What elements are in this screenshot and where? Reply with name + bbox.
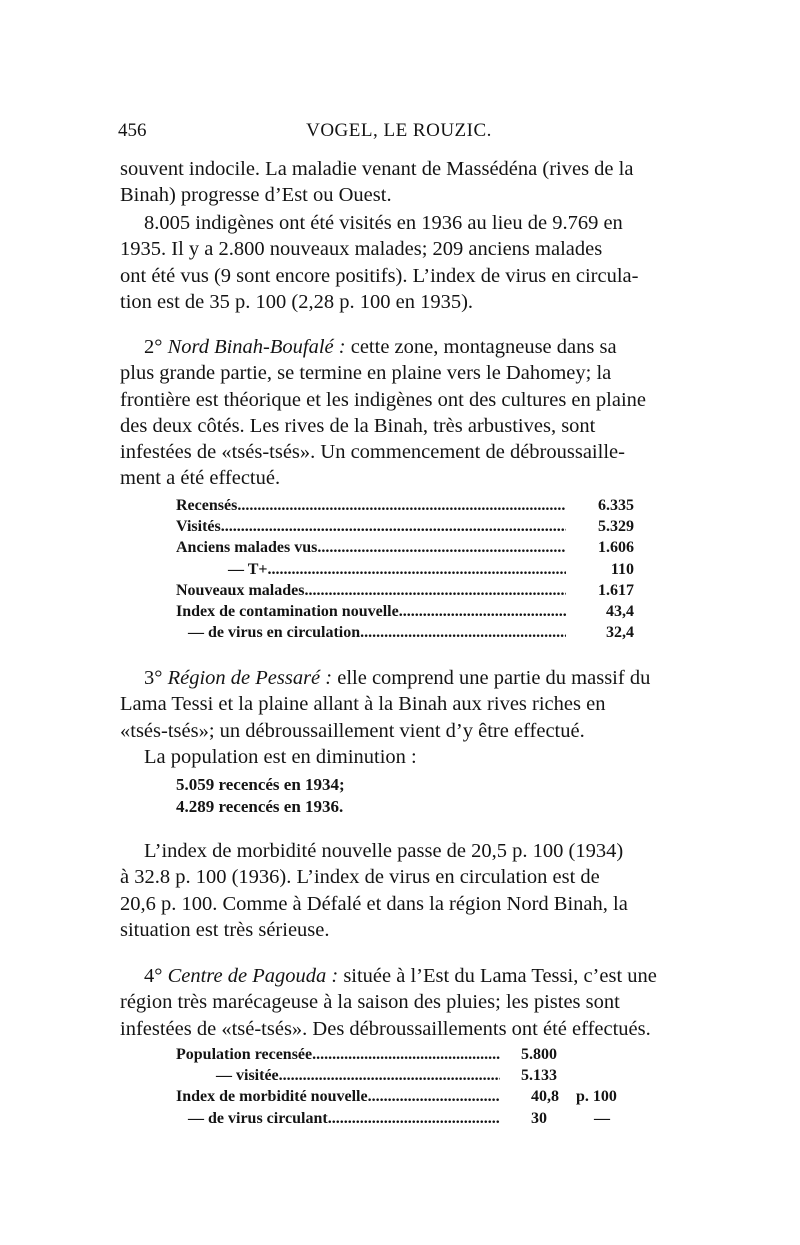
paragraph-continuation <box>120 156 680 209</box>
statistics-table-nord-binah <box>176 495 634 643</box>
section-pessare <box>120 665 680 770</box>
row-label: Visités <box>176 518 221 536</box>
table-row <box>176 1065 636 1086</box>
text-line: plus grande partie, se termine en plaine vers le Dahomey; la <box>120 362 612 385</box>
text-line: «tsés-tsés»; un débroussaillement vient d’y être effectué. <box>120 719 585 742</box>
row-label: — visitée <box>216 1067 279 1085</box>
list-item: 4.289 recencés en 1936. <box>176 797 344 816</box>
statistics-table-pagouda <box>176 1044 636 1129</box>
text-line: La population est en diminution : <box>144 745 417 768</box>
table-row <box>176 495 634 516</box>
text-line: Lama Tessi et la plaine allant à la Binah aux rives riches en <box>120 693 606 716</box>
paragraph-morbidity <box>120 838 680 943</box>
row-value: 5.133 <box>521 1067 557 1085</box>
section-pagouda <box>120 963 680 1042</box>
text-line: ont été vus (9 sont encore positifs). L’index de virus en circula- <box>120 264 639 287</box>
section-first-text: située à l’Est du Lama Tessi, c’est une <box>343 965 657 987</box>
row-label: Anciens malades vus <box>176 539 318 557</box>
row-value: 1.617 <box>598 581 634 599</box>
table-row <box>176 516 634 537</box>
row-label: — de virus circulant <box>188 1109 328 1127</box>
table-row <box>176 559 634 580</box>
row-label: Index de contamination nouvelle <box>176 602 399 620</box>
row-value: 110 <box>610 560 634 578</box>
population-list <box>176 774 345 818</box>
row-value: 43,4 <box>606 602 634 620</box>
row-label: — T+ <box>228 560 268 578</box>
text-line: 8.005 indigènes ont été visités en 1936 au lieu de 9.769 en <box>144 212 623 234</box>
page-number: 456 <box>118 120 147 141</box>
running-head-authors: VOGEL, LE ROUZIC. <box>306 120 492 141</box>
table-row <box>176 622 634 643</box>
section-first-line <box>120 963 680 989</box>
running-header <box>118 120 680 144</box>
section-number: 2° <box>144 336 163 358</box>
row-value: 32,4 <box>606 624 634 642</box>
section-number: 3° <box>144 667 163 689</box>
text-line: infestées de «tsé-tsés». Des débroussaillements ont été effectués. <box>120 1017 651 1040</box>
text-line: L’index de morbidité nouvelle passe de 20,5 p. 100 (1934) <box>144 840 624 862</box>
row-value: 5.329 <box>598 518 634 536</box>
paragraph-visits <box>120 210 680 315</box>
text-line: frontière est théorique et les indigènes ont des cultures en plaine <box>120 388 646 411</box>
section-first-line <box>120 665 680 691</box>
table-row <box>176 1044 636 1065</box>
row-value: 6.335 <box>598 497 634 514</box>
text-line: 1935. Il y a 2.800 nouveaux malades; 209 anciens malades <box>120 238 603 261</box>
section-first-text: cette zone, montagneuse dans sa <box>350 336 617 358</box>
text-line: 20,6 p. 100. Comme à Défalé et dans la région Nord Binah, la <box>120 892 628 915</box>
section-title: Centre de Pagouda : <box>167 965 339 987</box>
section-nord-binah <box>120 334 680 492</box>
row-label: Recensés <box>176 497 238 514</box>
row-label: Population recensée <box>176 1046 313 1063</box>
text-line: des deux côtés. Les rives de la Binah, très arbustives, sont <box>120 414 596 437</box>
section-first-text: elle comprend une partie du massif du <box>337 667 651 689</box>
list-item: 5.059 recencés en 1934; <box>176 775 345 794</box>
table-row <box>176 1108 636 1129</box>
section-first-line <box>120 334 680 360</box>
section-title: Région de Pessaré : <box>167 667 333 689</box>
table-row <box>176 537 634 558</box>
row-label: — de virus en circulation <box>188 624 361 642</box>
text-line: infestées de «tsés-tsés». Un commencement de débroussaille- <box>120 441 625 464</box>
row-value: 5.800 <box>521 1046 557 1063</box>
row-suffix: — <box>594 1109 610 1127</box>
section-title: Nord Binah-Boufalé : <box>167 336 346 358</box>
row-value: 40,8 <box>531 1088 559 1106</box>
text-line: situation est très sérieuse. <box>120 918 330 941</box>
text-line: Binah) progresse d’Est ou Ouest. <box>120 184 392 207</box>
table-row <box>176 601 634 622</box>
text-line: à 32.8 p. 100 (1936). L’index de virus en circulation est de <box>120 866 600 889</box>
row-label: Nouveaux malades <box>176 581 305 599</box>
row-label: Index de morbidité nouvelle <box>176 1088 368 1106</box>
text-line: souvent indocile. La maladie venant de Massédéna (rives de la <box>120 158 634 180</box>
text-line: ment a été effectué. <box>120 467 281 490</box>
table-row <box>176 580 634 601</box>
table-row <box>176 1086 636 1107</box>
row-value: 30 <box>531 1109 547 1127</box>
text-line: région très marécageuse à la saison des pluies; les pistes sont <box>120 991 620 1014</box>
text-line: tion est de 35 p. 100 (2,28 p. 100 en 1935). <box>120 290 474 313</box>
section-number: 4° <box>144 965 163 987</box>
row-suffix: p. 100 <box>576 1088 617 1106</box>
row-value: 1.606 <box>598 539 634 557</box>
